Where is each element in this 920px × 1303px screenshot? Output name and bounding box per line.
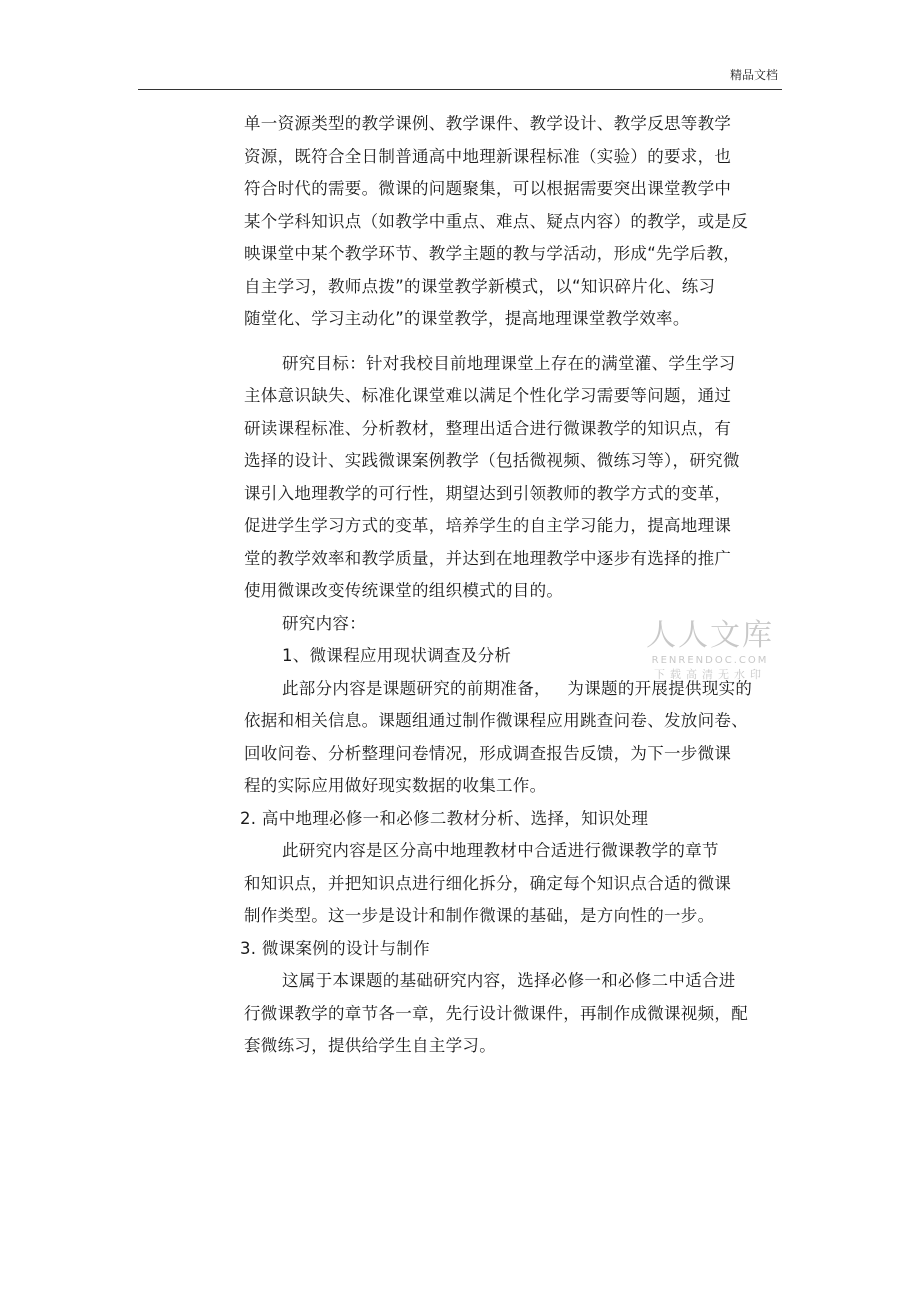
text-line: 主体意识缺失、标准化课堂难以满足个性化学习需要等问题，通过 — [244, 386, 732, 405]
section-label-research-content: 研究内容： — [282, 613, 366, 633]
text-line: 和知识点，并把知识点进行细化拆分，确定每个知识点合适的微课 — [244, 873, 732, 893]
text-line: 此研究内容是区分高中地理教材中合适进行微课教学的章节 — [282, 841, 719, 860]
text-line: 映课堂中某个教学环节、教学主题的教与学活动，形成“先学后教， — [244, 244, 741, 263]
header-label: 精品文档 — [729, 68, 778, 82]
paragraph-research-goal — [244, 348, 774, 608]
text-line: 使用微课改变传统课堂的组织模式的目的。 — [244, 581, 564, 600]
header-rule — [138, 89, 782, 90]
text-line: 符合时代的需要。微课的问题聚集，可以根据需要突出课堂教学中 — [244, 179, 732, 198]
subsection-heading-1: 1、微课程应用现状调查及分析 — [282, 646, 512, 665]
text-line: 自主学习，教师点拨”的课堂教学新模式，以“知识碎片化、练习 — [244, 276, 716, 296]
text-line: 选择的设计、实践微课案例教学（包括微视频、微练习等），研究微 — [244, 451, 740, 470]
paragraph-section-2 — [244, 835, 774, 933]
text-line: 随堂化、学习主动化”的课堂教学，提高地理课堂教学效率。 — [244, 309, 690, 328]
text-line: 套微练习，提供给学生自主学习。 — [244, 1036, 496, 1055]
document-body — [240, 108, 774, 1063]
paragraph-section-1 — [244, 673, 774, 803]
paragraph-section-3 — [244, 965, 774, 1063]
watermark-url: RENRENDOC.COM — [651, 655, 769, 666]
text-line: 此部分内容是课题研究的前期准备， 为课题的开展提供现实的 — [282, 678, 753, 698]
paragraph-intro — [244, 108, 774, 336]
text-line: 程的实际应用做好现实数据的收集工作。 — [244, 776, 547, 795]
text-line: 单一资源类型的教学课例、教学课件、教学设计、教学反思等教学 — [244, 114, 732, 133]
text-line: 行微课教学的章节各一章，先行设计微课件，再制作成微课视频，配 — [244, 1003, 748, 1023]
text-line: 制作类型。这一步是设计和制作微课的基础，是方向性的一步。 — [244, 906, 715, 925]
text-line: 回收问卷、分析整理问卷情况，形成调查报告反馈，为下一步微课 — [244, 743, 732, 763]
subsection-heading-2: 2. 高中地理必修一和必修二教材分析、选择，知识处理 — [240, 808, 649, 828]
text-line: 依据和相关信息。课题组通过制作微课程应用跳查问卷、发放问卷、 — [244, 711, 748, 730]
text-line: 促进学生学习方式的变革，培养学生的自主学习能力，提高地理课 — [244, 516, 732, 535]
text-line: 这属于本课题的基础研究内容，选择必修一和必修二中适合进 — [282, 971, 736, 990]
text-line: 研究目标：针对我校目前地理课堂上存在的满堂灌、学生学习 — [282, 353, 736, 373]
text-line: 研读课程标准、分析教材，整理出适合进行微课教学的知识点，有 — [244, 418, 732, 438]
subsection-heading-3: 3. 微课案例的设计与制作 — [240, 938, 430, 958]
text-line: 资源，既符合全日制普通高中地理新课程标准（实验）的要求，也 — [244, 146, 732, 166]
text-line: 堂的教学效率和教学质量，并达到在地理教学中逐步有选择的推广 — [244, 548, 732, 568]
text-line: 课引入地理教学的可行性，期望达到引领教师的教学方式的变革， — [244, 483, 732, 503]
watermark-subtitle: 下载高清无水印 — [654, 668, 766, 681]
text-line: 某个学科知识点（如教学中重点、难点、疑点内容）的教学，或是反 — [244, 211, 748, 231]
watermark-title: 人人文库 — [646, 618, 774, 653]
watermark-logo — [640, 618, 780, 682]
